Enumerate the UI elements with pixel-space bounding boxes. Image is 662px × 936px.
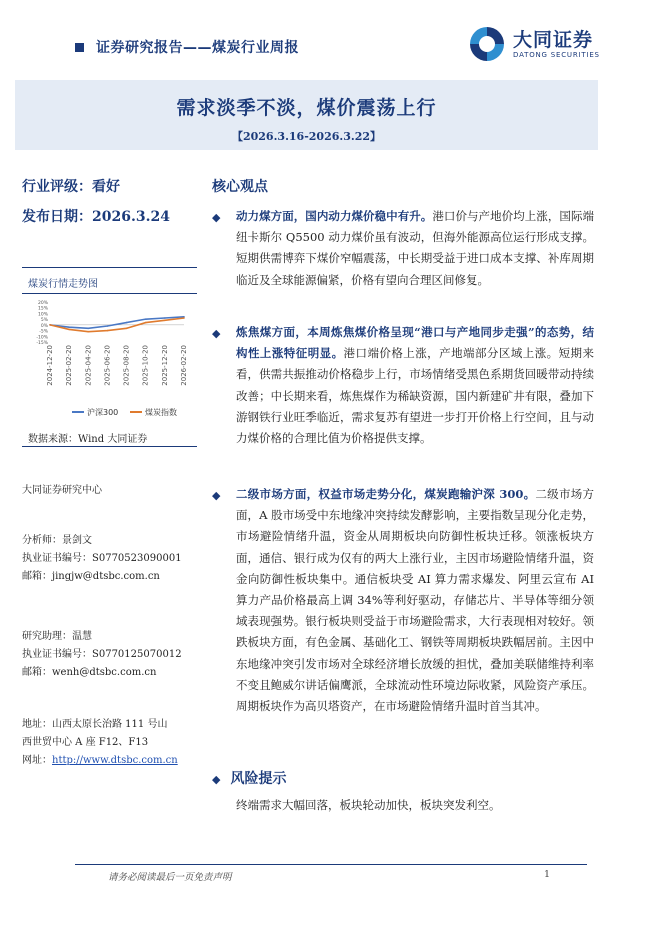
diamond-bullet-icon: ◆ xyxy=(212,211,221,224)
website-link[interactable]: http://www.dtsbc.com.cn xyxy=(52,755,178,766)
data-point xyxy=(107,330,109,332)
address-line-1: 地址：山西太原长治路 111 号山 xyxy=(22,719,168,730)
y-tick-label: 20% xyxy=(37,301,48,306)
thermal-coal-body: 港口价与产地价均上涨，国际端纽卡斯尔 Q5500 动力煤价虽有波动，但海外能源高位运行形成支撑。短期供需博弈下煤价窄幅震荡，中长期受益于进口成本支撑、补库周期临近及全球能源偏紧，价格有望向合理区间修复。 xyxy=(236,209,595,287)
assistant-info xyxy=(22,628,182,682)
y-tick-label: 10% xyxy=(37,312,48,318)
data-point xyxy=(68,326,70,328)
footer-divider xyxy=(75,864,587,865)
company-logo xyxy=(467,24,600,64)
y-tick-label: 5% xyxy=(40,318,48,324)
secondary-market-body: 二级市场方面，A 股市场受中东地缘冲突持续发酵影响，主要指数呈现分化走势，市场避险情绪升温，资金从周期板块向防御性板块迁移。领涨板块方面，通信、银行成为仅有的两大上涨行业，主因市场避险情绪升温，资金向防御性板块集中。通信板块受 AI 算力需求爆发、阿里云宣布 AI 算力产品价格最高上调 34%等利好驱动，存储芯片、半导体等细分领域表现强势。银行板块则受益于市场避险需求，大行表现相对较好。领跌板块方面，有色金属、基础化工、钢铁等周期板块跌幅居前。主因中东地缘冲突引发市场对全球经济增长放缓的担忧，叠加美联储维持利率不变且鲍威尔讲话偏鹰派，全球流动性环境边际收紧，风险资产承压。周期板块作为高贝塔资产，在市场避险情绪升温时首当其冲。 xyxy=(236,487,594,714)
risk-heading: 风险提示 xyxy=(230,771,287,787)
x-tick-label: 2026-02-20 xyxy=(180,345,188,386)
logo-english-name: DATONG SECURITIES xyxy=(513,51,600,59)
data-point xyxy=(164,319,166,321)
x-tick-label: 2025-10-20 xyxy=(141,345,150,386)
x-tick-label: 2025-12-20 xyxy=(160,345,169,386)
data-point xyxy=(87,331,89,333)
secondary-market-lead: 二级市场方面，权益市场走势分化，煤炭跑输沪深 300。 xyxy=(236,487,536,501)
y-tick-label: -5% xyxy=(39,329,48,335)
website-row xyxy=(22,752,178,770)
x-tick-label: 2025-02-20 xyxy=(65,345,74,386)
address-line-2: 西世贸中心 A 座 F12、F13 xyxy=(22,737,149,748)
title-banner xyxy=(15,80,598,150)
secondary-market-paragraph xyxy=(212,484,594,717)
diamond-bullet-icon: ◆ xyxy=(212,489,221,502)
data-point xyxy=(145,318,147,320)
report-type-title: 证券研究报告——煤炭行业周报 xyxy=(96,40,299,56)
y-tick-label: -15% xyxy=(36,341,48,346)
data-point xyxy=(68,329,70,331)
y-tick-label: 15% xyxy=(37,306,48,312)
data-point xyxy=(49,324,51,326)
y-tick-label: -10% xyxy=(36,335,48,341)
diamond-bullet-icon: ◆ xyxy=(212,773,221,786)
footer-disclaimer: 请务必阅读最后一页免责声明 xyxy=(108,872,232,883)
data-point xyxy=(126,322,128,324)
coking-coal-lead: 炼焦煤方面，本周炼焦煤价格呈现“港口与产地同步走强”的态势，结构性上涨特征明显。 xyxy=(236,325,594,361)
x-tick-label: 2024-12-20 xyxy=(46,345,54,386)
analyst-info xyxy=(22,532,182,586)
publish-date: 发布日期：2026.3.24 xyxy=(22,209,170,225)
left-column xyxy=(22,176,200,226)
chart-source: 数据来源：Wind 大同证券 xyxy=(28,434,148,445)
risk-section xyxy=(212,768,286,788)
analyst-name: 分析师：景剑文 xyxy=(22,535,92,546)
analyst-cert: 执业证书编号：S0770523090001 xyxy=(22,553,182,564)
core-views-heading: 核心观点 xyxy=(212,179,268,195)
core-views xyxy=(212,176,594,196)
assistant-name: 研究助理：温慧 xyxy=(22,631,92,642)
institute-name: 大同证券研究中心 xyxy=(22,485,102,496)
data-point xyxy=(164,317,166,319)
contact-info xyxy=(22,716,178,770)
header-square-icon xyxy=(75,43,84,52)
data-point xyxy=(87,327,89,329)
x-tick-label: 2025-04-20 xyxy=(84,345,93,386)
diamond-bullet-icon: ◆ xyxy=(212,327,221,340)
data-point xyxy=(126,327,128,329)
coking-coal-paragraph xyxy=(212,322,594,449)
coking-coal-body: 港口端价格上涨，产地端部分区域上涨。短期来看，供需共振推动价格稳步上行，市场情绪受黑色系期货回暖带动持续改善；中长期来看，炼焦煤作为稀缺资源，国内新建矿井有限，叠加下游钢铁行业旺季临近，需求复苏有望进一步打开价格上行空间，且与动力煤价格的合理比值为价格提供支撑。 xyxy=(236,346,595,446)
assistant-email: 邮箱：wenh@dtsbc.com.cn xyxy=(22,667,157,678)
data-point xyxy=(107,325,109,327)
x-tick-label: 2025-08-20 xyxy=(122,345,131,386)
assistant-cert: 执业证书编号：S0770125070012 xyxy=(22,649,182,660)
y-tick-label: 0% xyxy=(40,323,48,329)
data-point xyxy=(183,317,185,319)
risk-text: 终端需求大幅回落，板块轮动加快，板块突发利空。 xyxy=(236,798,501,812)
analyst-email: 邮箱：jingjw@dtsbc.com.cn xyxy=(22,571,160,582)
legend-label: 沪深300 xyxy=(87,408,119,417)
series-line xyxy=(50,317,184,328)
industry-rating: 行业评级：看好 xyxy=(22,179,120,195)
research-institute xyxy=(22,482,102,500)
chart-box-title: 煤炭行情走势图 xyxy=(22,268,197,294)
report-header xyxy=(75,37,299,57)
report-title: 需求淡季不淡，煤价震荡上行 xyxy=(176,97,437,119)
legend-label: 煤炭指数 xyxy=(145,408,177,417)
website-label: 网址： xyxy=(22,755,52,766)
report-date-range: 【2026.3.16-2026.3.22】 xyxy=(231,130,382,143)
data-point xyxy=(145,322,147,324)
thermal-coal-lead: 动力煤方面，国内动力煤价稳中有升。 xyxy=(236,209,433,223)
trend-chart xyxy=(22,294,197,428)
logo-chinese-name: 大同证券 xyxy=(513,29,594,51)
thermal-coal-paragraph xyxy=(212,206,594,291)
logo-mark-icon xyxy=(467,24,507,64)
x-tick-label: 2025-06-20 xyxy=(103,345,112,386)
page-number: 1 xyxy=(544,869,551,880)
chart-box xyxy=(22,267,197,447)
